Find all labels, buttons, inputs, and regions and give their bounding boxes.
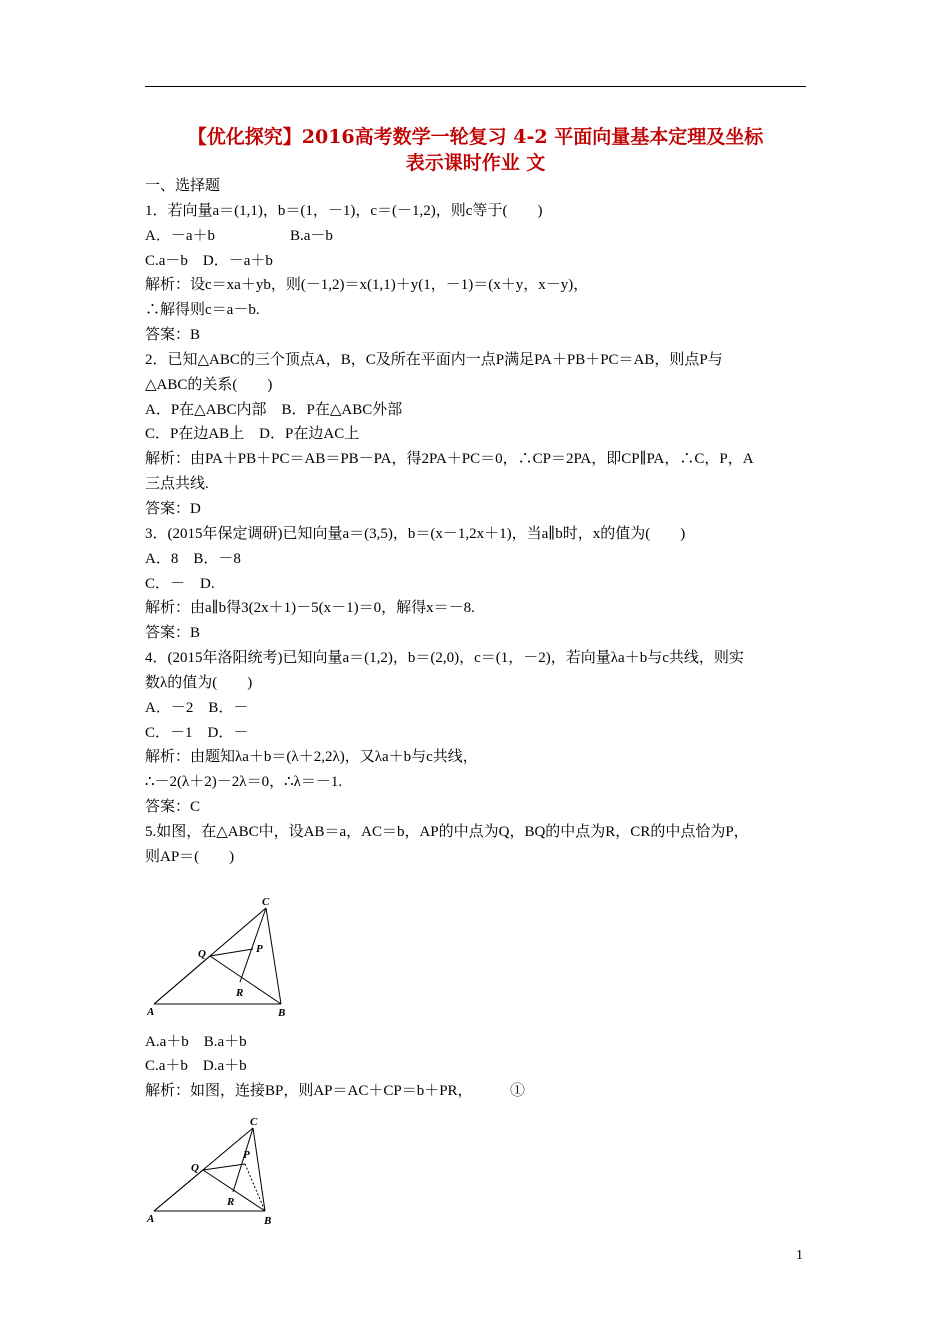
text-line: C．P在边AB上 D．P在边AC上: [145, 426, 360, 443]
label-c: C: [250, 1116, 258, 1129]
text-line: 答案：D: [145, 500, 201, 517]
text-line: A．－a＋b B.a－b: [145, 227, 333, 244]
text-line: 解析：由题知λa＋b＝(λ＋2,2λ)，又λa＋b与c共线，: [145, 749, 478, 766]
text-line: 2．已知△ABC的三个顶点A，B，C及所在平面内一点P满足PA＋PB＋PC＝AB，则点P与: [145, 351, 723, 368]
segment-aq: [154, 956, 210, 1004]
text-line: A.a＋b B.a＋b: [145, 1033, 247, 1050]
text-line: A．8 B．－8: [145, 550, 241, 567]
label-q: Q: [191, 1162, 199, 1175]
label-b: B: [278, 1006, 286, 1019]
text-line: C．－1 D．－: [145, 724, 249, 741]
label-c: C: [262, 895, 270, 908]
label-p: P: [243, 1149, 250, 1162]
label-r: R: [236, 986, 244, 999]
text-line: 5.如图，在△ABC中，设AB＝a，AC＝b，AP的中点为Q，BQ的中点为R，CR的中点恰为P，: [145, 823, 749, 840]
text-line: 解析：由a∥b得3(2x＋1)－5(x－1)＝0，解得x＝－8.: [145, 600, 475, 617]
title-line-2: 表示课时作业 文: [405, 152, 546, 174]
text-line: C.a＋b D.a＋b: [145, 1058, 247, 1075]
text-line: 解析：设c＝xa＋yb，则(－1,2)＝x(1,1)＋y(1，－1)＝(x＋y，x－y)，: [145, 277, 589, 294]
section-heading: 一、选择题: [145, 178, 221, 194]
text-line: 答案：B: [145, 327, 201, 344]
text-line: 数λ的值为( ): [145, 674, 253, 691]
text-line: 4．(2015年洛阳统考)已知向量a＝(1,2)，b＝(2,0)，c＝(1，－2)，若向量λa＋b与c共线，则实: [145, 650, 744, 667]
text-line: C．－ D.: [145, 575, 215, 592]
text-line: A．P在△ABC内部 B．P在△ABC外部: [145, 401, 403, 418]
triangle-figure-2: [145, 1104, 305, 1230]
text-line: ∴解得则c＝a－b.: [145, 302, 260, 319]
label-r: R: [227, 1196, 235, 1209]
text-line: 答案：B: [145, 625, 201, 642]
text-line: A．－2 B．－: [145, 699, 249, 716]
segment-bc: [253, 1128, 265, 1211]
text-block-questions-1-5: [145, 199, 810, 870]
text-line: 1．若向量a＝(1,1)，b＝(1，－1)，c＝(－1,2)，则c等于( ): [145, 202, 543, 219]
text-block-options-5: [145, 1030, 810, 1105]
label-p: P: [256, 942, 263, 955]
label-a: A: [147, 1213, 155, 1226]
page-number: 1: [796, 1248, 803, 1263]
label-b: B: [264, 1215, 272, 1228]
text-line: 三点共线.: [145, 476, 209, 493]
segment-qb: [210, 956, 281, 1004]
segment-aq: [154, 1170, 203, 1211]
label-q: Q: [198, 947, 206, 960]
text-line: C.a－b D．－a＋b: [145, 252, 273, 269]
text-line: 解析：如图，连接BP，则AP＝AC＋CP＝b＋PR， ①: [145, 1083, 526, 1100]
triangle-figure-1: [145, 870, 305, 1030]
text-line: 则AP＝( ): [145, 848, 235, 865]
header-rule: [145, 86, 806, 87]
segment-bc: [266, 908, 281, 1004]
document-title: [145, 124, 806, 176]
text-line: △ABC的关系( ): [145, 376, 273, 393]
text-line: 3．(2015年保定调研)已知向量a＝(3,5)，b＝(x－1,2x＋1)，当a∥b时，x的值为( ): [145, 525, 686, 542]
text-line: 解析：由PA＋PB＋PC＝AB＝PB－PA，得2PA＋PC＝0，∴CP＝2PA，即CP∥PA，∴C，P，A: [145, 451, 754, 468]
text-line: 答案：C: [145, 799, 201, 816]
document-body: [145, 174, 810, 1230]
text-line: ∴－2(λ＋2)－2λ＝0，∴λ＝－1.: [145, 774, 343, 791]
label-a: A: [147, 1005, 155, 1018]
title-line-1: 【优化探究】2016高考数学一轮复习 4-2 平面向量基本定理及坐标: [187, 126, 764, 148]
